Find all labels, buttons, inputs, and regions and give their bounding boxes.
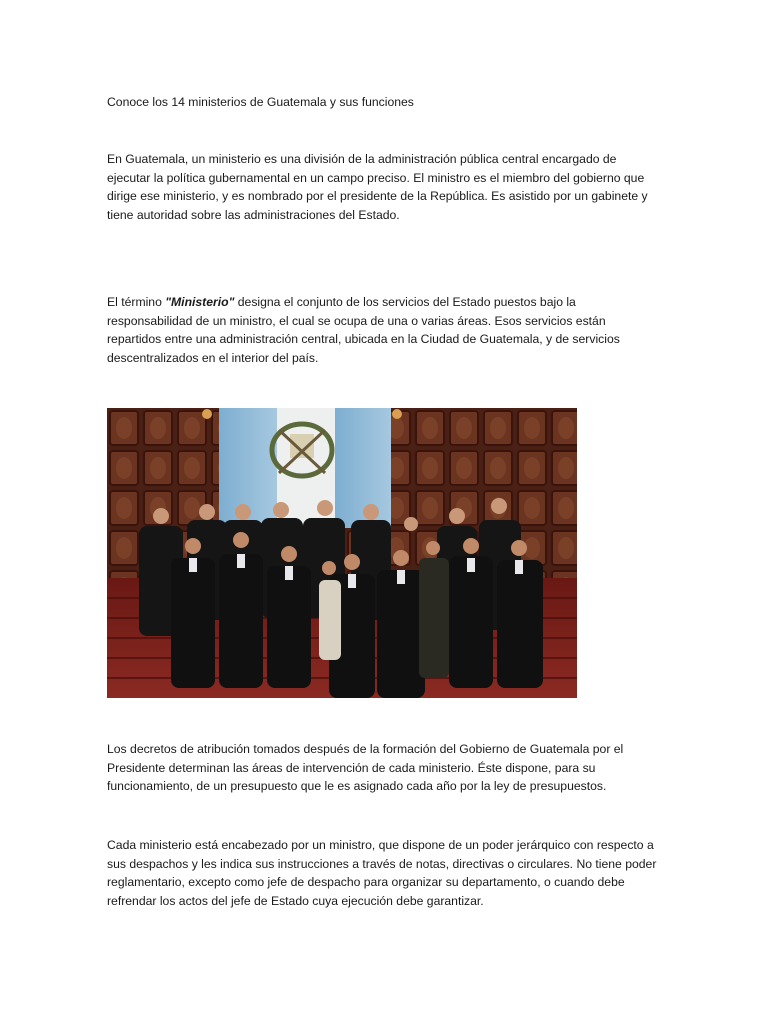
photo-front-row — [171, 554, 543, 698]
photo-flag-right — [335, 408, 391, 528]
paragraph-term-suffix: designa el conjunto de los servicios del Estado puestos bajo la responsabilidad de un ministro, el cual se ocupa de una o varias áreas. Esos servicios están repartidos entre una administración central, ubicada en la Ciudad de Guatemala, y de servicios descentralizados en el interior del país. — [107, 295, 620, 366]
document-title: Conoce los 14 ministerios de Guatemala y sus funciones — [107, 95, 414, 109]
paragraph-term-highlight: "Ministerio" — [165, 295, 235, 309]
paragraph-decrees: Los decretos de atribución tomados después de la formación del Gobierno de Guatemala por el Presidente determinan las áreas de intervención de cada ministerio. Éste dispone, para su funcionamiento, de un presupuesto que le es asignado cada año por la ley de presupuestos. — [107, 742, 624, 794]
paragraph-term-definition — [107, 293, 663, 368]
paragraph-minister-powers: Cada ministerio está encabezado por un ministro, que dispone de un poder jerárquico con respecto a sus despachos y les indica sus instrucciones a través de notas, directivas o circulares. No tiene poder reglamentario, excepto como jefe de despacho para organizar su departamento, o cuando debe refrendar los actos del jefe de Estado cuya ejecución debe garantizar. — [107, 838, 657, 909]
paragraph-intro: En Guatemala, un ministerio es una división de la administración pública central encargado de ejecutar la política gubernamental en un campo preciso. El ministro es el miembro del gobierno que dirige ese ministerio, y es nombrado por el presidente de la República. Es asistido por un gabinete y tiene autoridad sobre las administraciones del Estado. — [107, 152, 648, 223]
paragraph-term-prefix: El término — [107, 295, 166, 309]
cabinet-group-photo — [107, 408, 577, 698]
